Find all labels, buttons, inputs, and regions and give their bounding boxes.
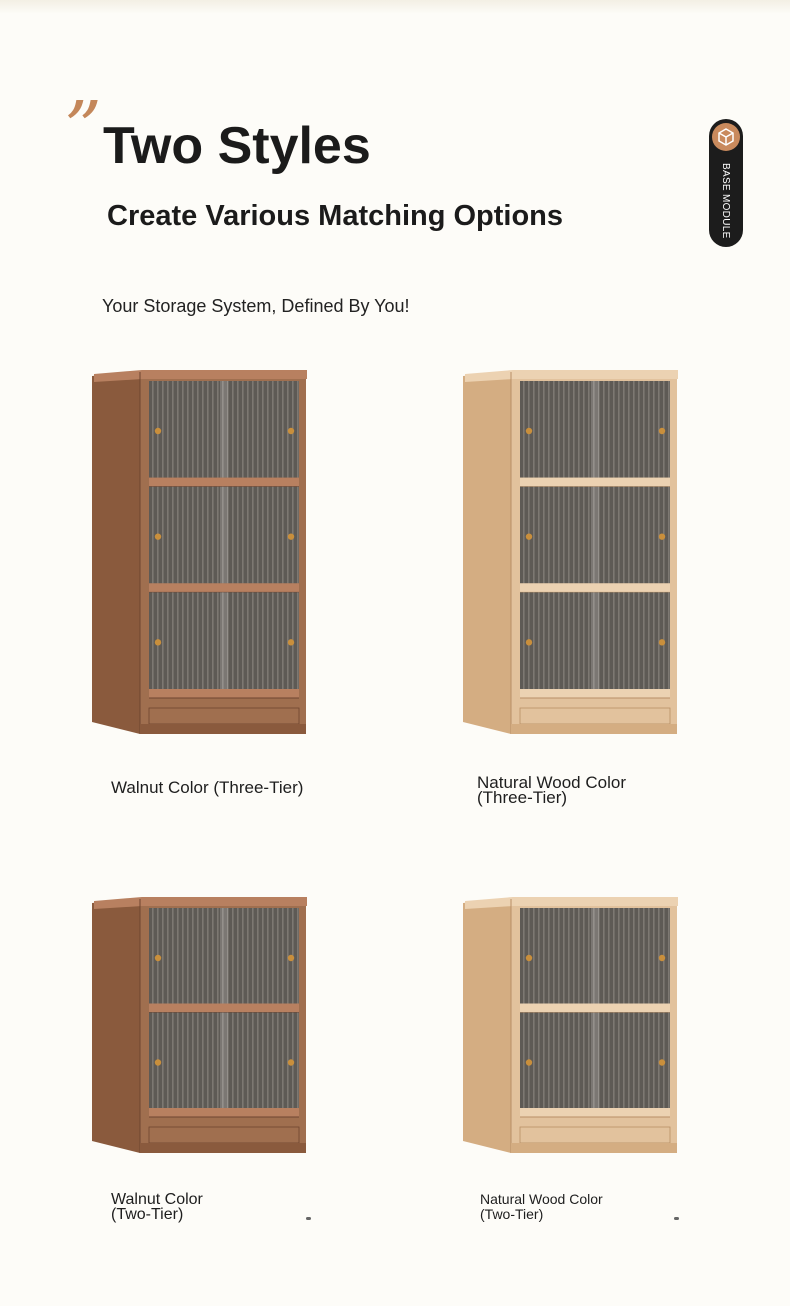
decorative-dot	[306, 1217, 311, 1220]
door-knob	[155, 533, 161, 539]
door-overlap	[591, 487, 599, 584]
top-glow	[0, 0, 790, 14]
door-knob	[659, 1059, 665, 1065]
door-overlap	[591, 908, 599, 1004]
door-knob	[526, 639, 532, 645]
door-overlap	[220, 487, 228, 584]
product-image-walnut-two	[92, 897, 308, 1153]
caption-natural-two	[480, 1192, 603, 1222]
cabinet-base	[520, 1127, 670, 1143]
cabinet-kick	[140, 1143, 306, 1153]
cabinet-base	[149, 1127, 299, 1143]
door-overlap	[220, 381, 228, 478]
door-knob	[659, 955, 665, 961]
door-knob	[526, 1059, 532, 1065]
cabinet-side	[463, 372, 511, 734]
base-module-badge	[709, 119, 743, 247]
shelf	[520, 1108, 670, 1117]
cabinet-base	[149, 708, 299, 724]
shelf	[520, 478, 670, 487]
decorative-dot	[674, 1217, 679, 1220]
shelf	[149, 478, 299, 487]
tagline: Your Storage System, Defined By You!	[102, 296, 410, 316]
door-knob	[288, 955, 294, 961]
caption-line: Walnut Color (Three-Tier)	[111, 778, 304, 797]
shelf	[149, 1108, 299, 1117]
door-overlap	[220, 592, 228, 689]
caption-line: (Two-Tier)	[480, 1206, 544, 1222]
door-knob	[659, 428, 665, 434]
quote-mark: ”	[64, 86, 96, 172]
cabinet-side	[92, 372, 140, 734]
shelf	[520, 1004, 670, 1013]
caption-line: Natural Wood Color	[480, 1191, 603, 1207]
product-image-walnut-three	[92, 370, 308, 734]
door-overlap	[220, 908, 228, 1004]
door-knob	[155, 639, 161, 645]
cube-icon	[712, 123, 740, 151]
door-knob	[155, 428, 161, 434]
page-title: Two Styles	[103, 117, 371, 175]
door-knob	[288, 533, 294, 539]
door-knob	[526, 955, 532, 961]
caption-line: (Three-Tier)	[477, 788, 568, 807]
cabinet-kick	[511, 1143, 677, 1153]
door-overlap	[591, 1013, 599, 1109]
door-knob	[155, 955, 161, 961]
product-image-natural-three	[463, 370, 679, 734]
shelf	[520, 689, 670, 698]
cabinet-kick	[511, 724, 677, 734]
caption-natural-three	[477, 775, 626, 805]
caption-walnut-three	[111, 780, 303, 795]
shelf	[149, 583, 299, 592]
door-knob	[288, 1059, 294, 1065]
caption-line: (Two-Tier)	[111, 1206, 184, 1223]
page-subtitle: Create Various Matching Options	[107, 200, 564, 232]
shelf	[520, 583, 670, 592]
door-overlap	[220, 1013, 228, 1109]
door-overlap	[591, 592, 599, 689]
shelf	[149, 689, 299, 698]
door-knob	[659, 533, 665, 539]
shelf	[149, 1004, 299, 1013]
cabinet-side	[92, 899, 140, 1153]
door-knob	[288, 639, 294, 645]
caption-walnut-two	[111, 1192, 203, 1222]
door-knob	[526, 533, 532, 539]
door-knob	[526, 428, 532, 434]
badge-label: BASE MODULE	[720, 163, 731, 239]
cabinet-kick	[140, 724, 306, 734]
door-knob	[155, 1059, 161, 1065]
cabinet-base	[520, 708, 670, 724]
caption-line: Natural Wood Color	[477, 773, 626, 792]
door-knob	[659, 639, 665, 645]
door-knob	[288, 428, 294, 434]
door-overlap	[591, 381, 599, 478]
caption-line: Walnut Color	[111, 1191, 203, 1208]
product-image-natural-two	[463, 897, 679, 1153]
cabinet-side	[463, 899, 511, 1153]
